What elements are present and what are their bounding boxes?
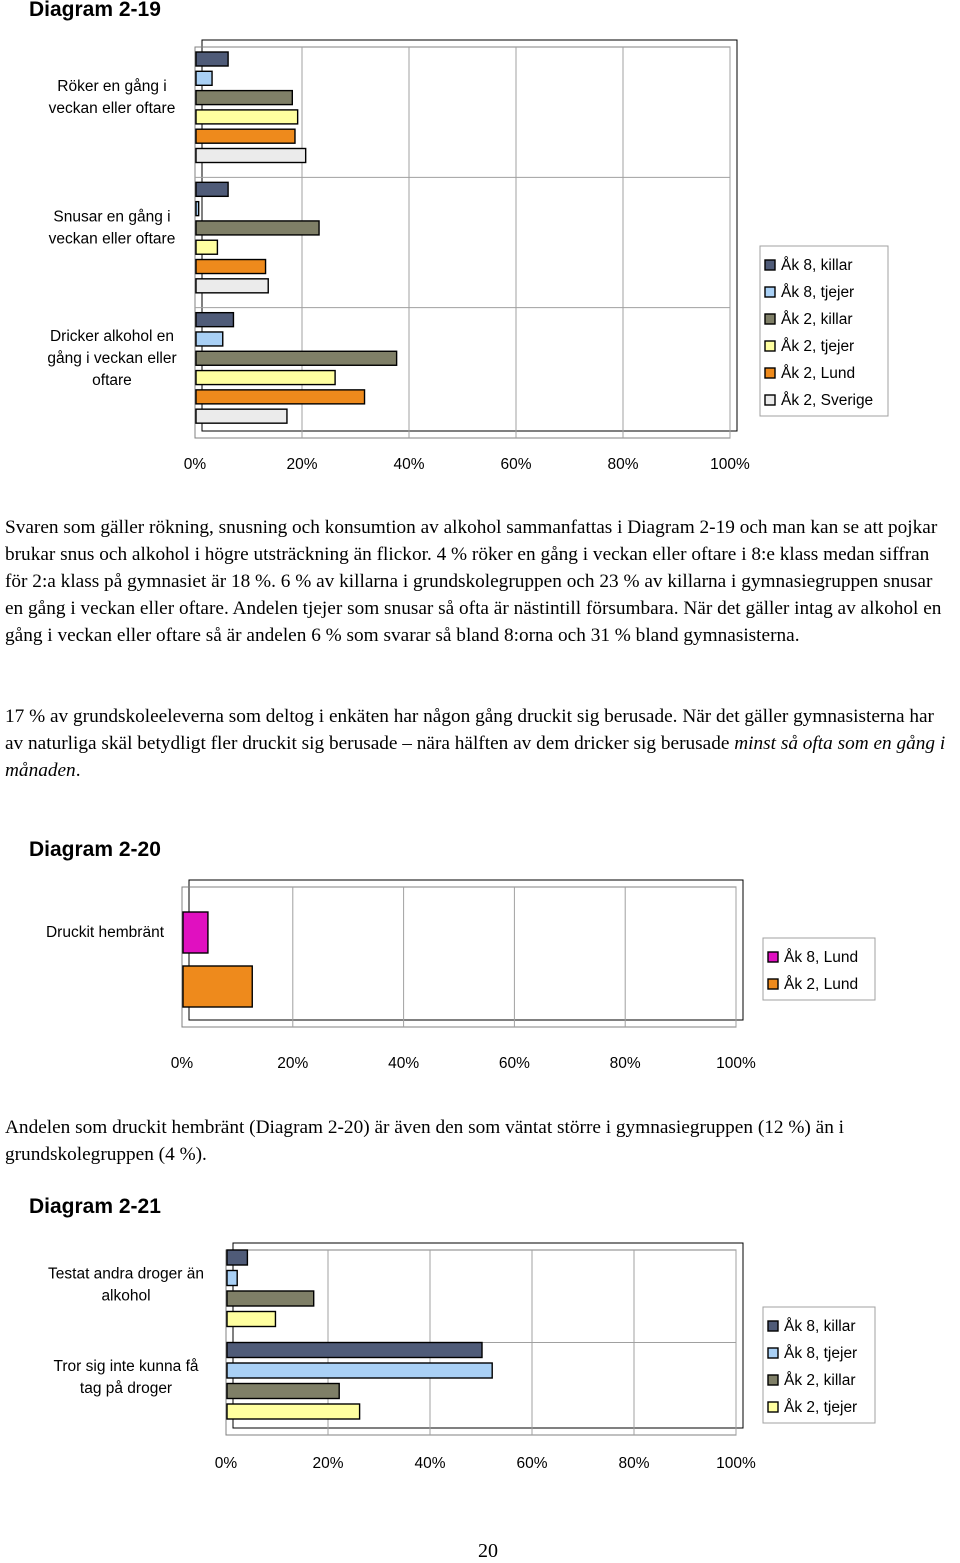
diagram-21-legend-label: Åk 8, killar [784, 1318, 856, 1335]
diagram-21-back-wall [233, 1243, 743, 1428]
diagram-19-bar [196, 182, 228, 196]
diagram-21-legend-label: Åk 2, killar [784, 1372, 856, 1389]
diagram-21-bar [227, 1404, 360, 1419]
diagram-20-x-tick-label: 0% [170, 1055, 194, 1072]
diagram-19-bar [196, 91, 292, 105]
diagram-19-bar [196, 390, 365, 404]
diagram-2-19-heading: Diagram 2-19 [29, 0, 161, 21]
diagram-19-category-label: gång i veckan eller [47, 349, 177, 367]
page-number: 20 [478, 1540, 498, 1562]
diagram-19-x-tick-label: 100% [710, 456, 750, 473]
diagram-19-category-label: Snusar en gång i [53, 208, 171, 226]
paragraph-2-italic: minst så ofta som en gång i månaden [5, 733, 946, 781]
diagram-19-category-label: Röker en gång i [57, 78, 167, 96]
diagram-20-bar [183, 966, 252, 1007]
diagram-21-x-tick-label: 40% [414, 1455, 446, 1472]
diagram-19-category-label: oftare [92, 371, 132, 389]
diagram-19-legend-label: Åk 8, tjejer [781, 284, 855, 301]
diagram-21-category-label: Testat andra droger än [48, 1265, 204, 1283]
diagram-21-legend [763, 1307, 875, 1423]
diagram-19-category-label: veckan eller oftare [48, 230, 176, 248]
diagram-19-bar [196, 202, 199, 216]
diagram-2-21-heading: Diagram 2-21 [29, 1195, 161, 1218]
diagram-19-legend [760, 246, 888, 416]
diagram-19-bar [196, 313, 233, 327]
diagram-19-legend-label: Åk 2, tjejer [781, 338, 855, 355]
diagram-21-bar [227, 1312, 275, 1327]
diagram-19-bar [196, 149, 306, 163]
diagram-19-bar [196, 332, 223, 346]
diagram-21-legend-swatch [768, 1321, 778, 1331]
diagram-21-x-tick-label: 60% [516, 1455, 548, 1472]
diagram-19-legend-label: Åk 2, Sverige [781, 392, 874, 409]
diagram-19-legend-label: Åk 2, killar [781, 311, 853, 328]
diagram-19-legend-label: Åk 2, Lund [781, 365, 856, 382]
diagram-20-legend-swatch [768, 979, 778, 989]
diagram-21-bar [227, 1291, 314, 1306]
diagram-19-legend-swatch [765, 260, 775, 270]
diagram-19-bar [196, 52, 228, 66]
diagram-19-legend-label: Åk 8, killar [781, 257, 853, 274]
diagram-20-legend-swatch [768, 952, 778, 962]
diagram-19-bar [196, 351, 397, 365]
diagram-20-x-tick-label: 60% [498, 1055, 530, 1072]
diagram-21-bar [227, 1384, 339, 1399]
diagram-20-back-wall [189, 880, 743, 1020]
diagram-20-category-label: Druckit hembränt [45, 924, 165, 941]
diagram-19-bar [196, 371, 335, 385]
paragraph-2-start: 17 % av grundskoleeleverna som deltog i enkäten har någon gång druckit sig berusade. När det gäller gymnasisterna har av naturliga skäl betydligt fler druckit sig berusade – nära hälften av dem dricker sig berusade [5, 706, 934, 754]
diagram-20-legend-label: Åk 2, Lund [784, 976, 859, 993]
paragraph-1: Svaren som gäller rökning, snusning och konsumtion av alkohol sammanfattas i Diagram 2-19 och man kan se att pojkar brukar snus och alkohol i högre utsträckning än flickor. 4 % röker en gång i veckan eller oftare i 8:e klass medan siffran för 2:a klass på gymnasiet är 18 %. 6 % av killarna i grundskolegruppen och 23 % av killarna i gymnasiegruppen snusar en gång i veckan eller oftare. Andelen tjejer som snusar så ofta är nästintill försumbara. När det gäller intag av alkohol en gång i veckan eller oftare så är andelen 6 % som svarar så bland 8:orna och 31 % bland gymnasisterna. [5, 517, 942, 646]
diagram-21-bar [227, 1343, 482, 1358]
diagram-2-19-chart [0, 0, 960, 480]
diagram-19-bar [196, 279, 268, 293]
diagram-19-legend-swatch [765, 368, 775, 378]
diagram-19-x-tick-label: 60% [500, 456, 532, 473]
diagram-20-plot-frame [182, 887, 736, 1027]
diagram-19-legend-swatch [765, 341, 775, 351]
diagram-21-legend-swatch [768, 1375, 778, 1385]
paragraph-hembrant [5, 1114, 955, 1168]
diagram-19-legend-swatch [765, 287, 775, 297]
diagram-21-x-tick-label: 80% [618, 1455, 650, 1472]
diagram-21-legend-swatch [768, 1348, 778, 1358]
diagram-19-bar [196, 221, 319, 235]
diagram-20-legend [763, 938, 875, 1000]
diagram-19-category-label: veckan eller oftare [48, 100, 176, 118]
diagram-19-bar [196, 409, 287, 423]
diagram-21-bar [227, 1250, 247, 1265]
diagram-19-x-tick-label: 0% [183, 456, 207, 473]
diagram-21-category-label: tag på droger [79, 1379, 173, 1397]
diagram-20-x-tick-label: 40% [388, 1055, 420, 1072]
paragraph-2-end: . [75, 760, 81, 781]
diagram-21-x-tick-label: 0% [214, 1455, 238, 1472]
diagram-20-x-tick-label: 100% [716, 1055, 756, 1072]
paragraph-3: Andelen som druckit hembränt (Diagram 2-20) är även den som väntat större i gymnasiegruppen (12 %) än i grundskolegruppen (4 %). [5, 1117, 845, 1165]
diagram-19-legend-swatch [765, 314, 775, 324]
diagram-21-bar [227, 1271, 237, 1286]
diagram-20-x-tick-label: 80% [609, 1055, 641, 1072]
diagram-19-bar [196, 240, 217, 254]
diagram-20-x-tick-label: 20% [277, 1055, 309, 1072]
diagram-19-category-label: Dricker alkohol en [49, 327, 175, 345]
diagram-19-x-tick-label: 80% [607, 456, 639, 473]
diagram-21-category-label: alkohol [101, 1287, 151, 1305]
diagram-2-20-chart [0, 870, 960, 1080]
paragraph-berusade [5, 703, 955, 784]
diagram-20-bar [183, 912, 208, 953]
diagram-21-x-tick-label: 20% [312, 1455, 344, 1472]
diagram-21-legend-swatch [768, 1402, 778, 1412]
diagram-2-21-chart [0, 1230, 960, 1490]
diagram-19-bar [196, 110, 298, 124]
diagram-21-legend-label: Åk 2, tjejer [784, 1399, 858, 1416]
diagram-21-bar [227, 1363, 492, 1378]
diagram-19-bar [196, 260, 266, 274]
diagram-20-legend-label: Åk 8, Lund [784, 949, 859, 966]
diagram-19-bar [196, 129, 295, 143]
paragraph-summary [5, 514, 955, 649]
diagram-19-x-tick-label: 40% [393, 456, 425, 473]
diagram-21-x-tick-label: 100% [716, 1455, 756, 1472]
diagram-2-20-heading: Diagram 2-20 [29, 838, 161, 861]
diagram-21-category-label: Tror sig inte kunna få [53, 1357, 199, 1375]
diagram-19-legend-swatch [765, 395, 775, 405]
diagram-19-bar [196, 71, 212, 85]
paragraph-2 [5, 703, 955, 784]
diagram-19-x-tick-label: 20% [286, 456, 318, 473]
diagram-21-legend-label: Åk 8, tjejer [784, 1345, 858, 1362]
